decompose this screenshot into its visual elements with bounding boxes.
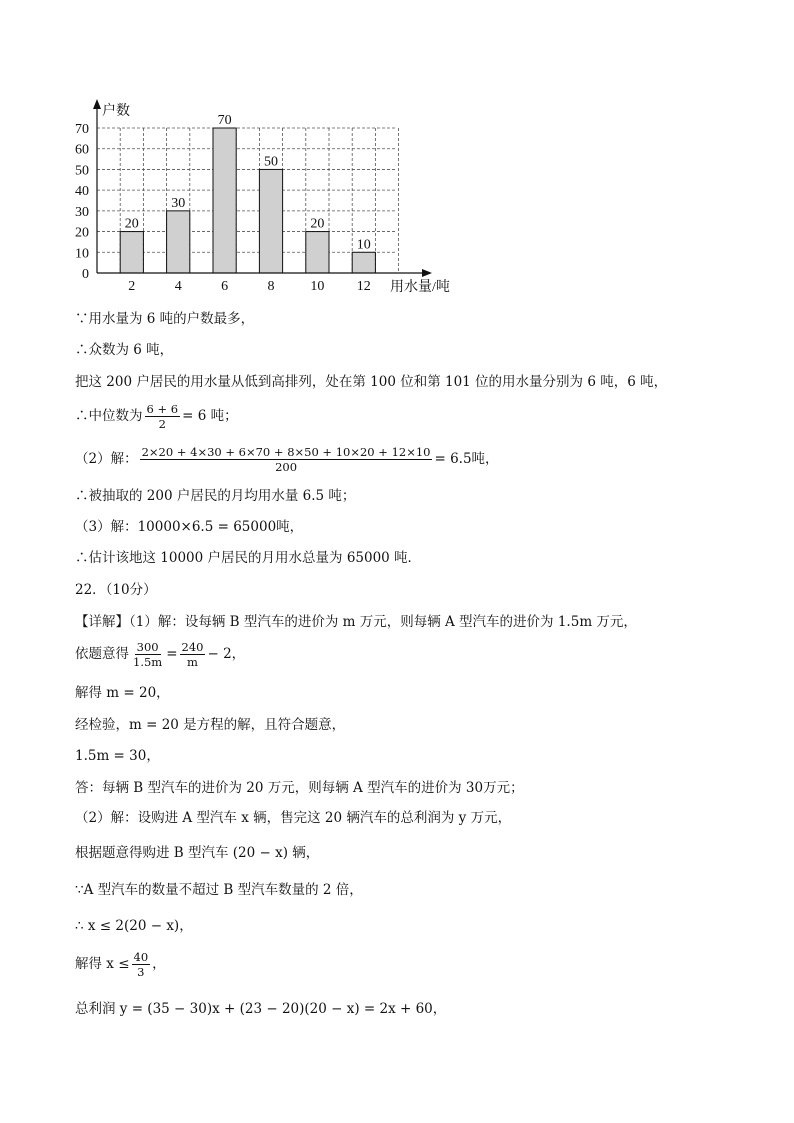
mean-fraction [140,445,433,474]
text-line-7: （3）解：10000×6.5 = 65000吨， [75,519,304,535]
chart-bars [120,128,375,273]
equation-line [75,636,245,672]
y-tick-label: 10 [75,246,89,262]
text-line-3: 把这 200 户居民的用水量从低到高排列，处在第 100 位和第 101 位的用水量分别为 6 吨，6 吨， [75,374,668,390]
mean-line [75,443,499,475]
bar [352,252,375,273]
solution-numerator: 40 [133,950,149,964]
median-suffix: = 6 吨； [182,408,238,424]
x-tick-label: 8 [267,279,275,294]
solution-denominator: 3 [137,965,145,979]
text-line-14: 1.5m = 30， [75,748,160,764]
fraction-2-denominator: m [187,655,198,669]
y-axis-label: 户数 [102,104,130,119]
text-line-10: 【详解】（1）解：设每辆 B 型汽车的进价为 m 万元，则每辆 A 型汽车的进价为 1.5m 万元， [75,614,637,630]
median-fraction [145,402,181,431]
text-line-19: ∴ x ≤ 2(20 − x)， [75,918,193,934]
x-axis-arrow [422,269,432,277]
equation-fraction-1 [131,640,164,669]
y-tick-label: 0 [82,267,89,282]
solution-line [75,946,166,982]
text-line-12: 解得 m = 20， [75,685,170,701]
text-line-6: ∴被抽取的 200 户居民的月均用水量 6.5 吨； [75,488,356,504]
solution-fraction [132,950,151,979]
bar [259,169,282,273]
y-tick-label: 30 [75,204,89,220]
bar-value-label: 10 [356,237,371,253]
bar-value-label: 20 [124,216,139,232]
median-fraction-numerator: 6 + 6 [146,402,179,416]
bar [213,128,236,273]
x-tick-label: 2 [128,279,136,294]
bar-value-label: 20 [310,216,325,232]
mean-fraction-numerator: 2×20 + 4×30 + 6×70 + 8×50 + 10×20 + 12×10 [141,445,431,459]
bar [167,211,190,273]
text-line-2: ∴众数为 6 吨， [75,342,174,358]
fraction-1-numerator: 300 [136,640,159,654]
y-axis-arrow [93,99,101,109]
median-fraction-denominator: 2 [158,417,166,431]
mean-suffix: = 6.5吨， [434,451,499,467]
y-tick-label: 20 [75,225,89,241]
y-tick-label: 60 [75,142,89,158]
solution-suffix: ， [152,956,166,972]
text-line-8: ∴估计该地这 10000 户居民的月用水总量为 65000 吨． [75,550,422,566]
text-line-18: ∵A 型汽车的数量不超过 B 型汽车数量的 2 倍， [75,882,363,898]
equation-suffix: − 2， [207,646,246,662]
x-tick-label: 12 [356,279,371,294]
x-tick-label: 10 [310,279,325,294]
y-tick-label: 70 [75,122,89,137]
text-line-13: 经检验，m = 20 是方程的解，且符合题意， [75,717,346,733]
bar-value-label: 50 [264,154,278,170]
fraction-2-numerator: 240 [181,640,204,654]
y-tick-label: 40 [75,184,89,200]
water-usage-bar-chart [60,95,480,300]
bar [120,232,143,273]
text-line-17: 根据题意得购进 B 型汽车 (20 − x) 辆， [75,845,320,861]
median-prefix: ∴中位数为 [75,408,143,424]
x-axis-label: 用水量/吨 [390,280,450,295]
equation-fraction-2 [180,640,206,669]
text-line-16: （2）解：设购进 A 型汽车 x 辆，售完这 20 辆汽车的总利润为 y 万元， [75,810,512,826]
x-tick-label: 4 [174,279,182,294]
bar-value-label: 30 [171,195,186,211]
mean-prefix: （2）解： [75,451,138,467]
text-line-1: ∵用水量为 6 吨的户数最多， [75,311,255,327]
equation-equals: = [166,646,178,662]
text-line-15: 答：每辆 B 型汽车的进价为 20 万元，则每辆 A 型汽车的进价为 30万元； [75,780,524,796]
question-heading: 22．（10分） [75,582,157,598]
bar-value-label: 70 [217,113,232,128]
text-line-21: 总利润 y = (35 − 30)x + (23 − 20)(20 − x) = 2x + 60， [75,1001,447,1017]
median-line [75,400,238,432]
y-tick-label: 50 [75,163,89,179]
mean-fraction-denominator: 200 [275,460,298,474]
equation-prefix: 依题意得 [75,646,129,662]
fraction-1-denominator: 1.5m [133,655,163,669]
x-tick-label: 6 [221,279,229,294]
bar [306,232,329,273]
solution-prefix: 解得 x ≤ [75,956,130,972]
